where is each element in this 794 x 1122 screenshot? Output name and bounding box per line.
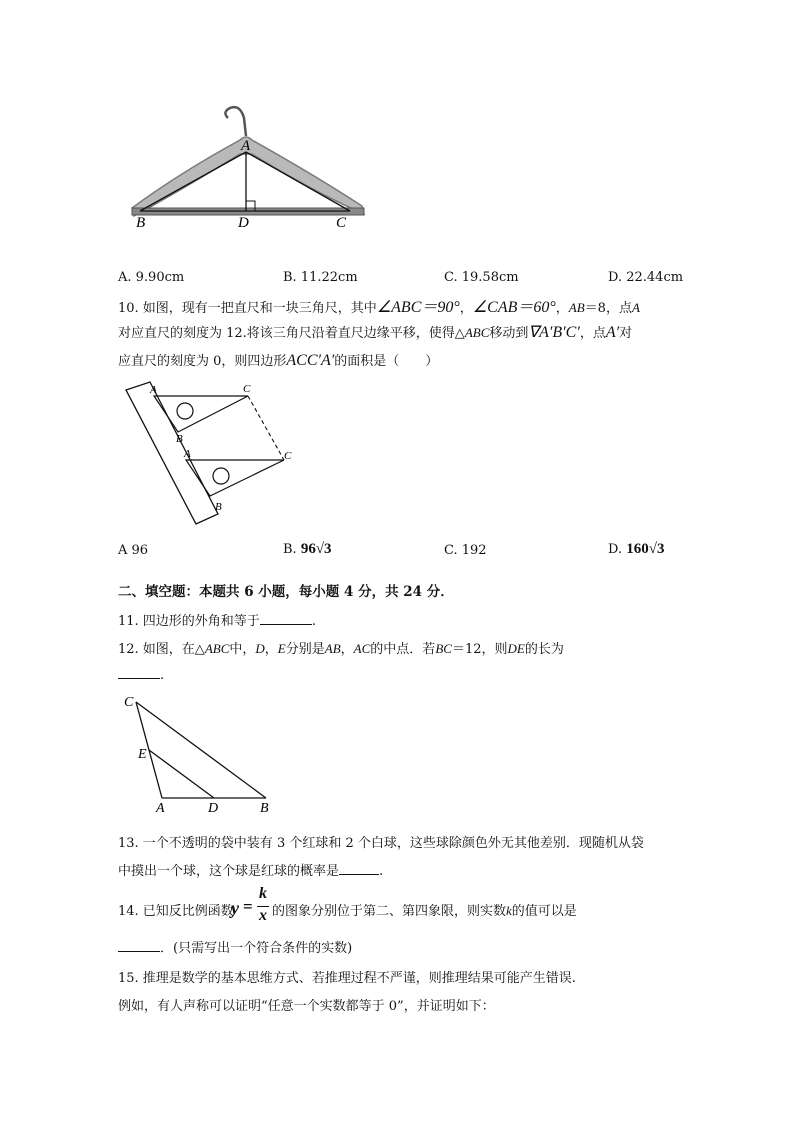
label-B-prime: B — [176, 433, 183, 445]
hanger-hook — [225, 107, 246, 136]
line-AC — [246, 152, 350, 211]
label-A-prime: A — [150, 384, 157, 396]
segment-DE — [149, 750, 214, 798]
angle-abc: ∠ABC＝90° — [376, 299, 460, 316]
q13-line2: 中摸出一个球，这个球是红球的概率是 . — [118, 864, 384, 879]
label-C: C — [284, 450, 292, 462]
section-heading: 二、填空题：本题共 6 小题，每小题 4 分，共 24 分． — [118, 584, 454, 600]
label-B: B — [260, 801, 269, 816]
ruler — [126, 382, 218, 524]
q14-line1-prefix: 14. 已知反比例函数 — [118, 904, 234, 919]
q10-option-b: B. 96√3 — [283, 541, 332, 557]
label-B: B — [136, 215, 146, 231]
line-AB — [140, 152, 246, 211]
q12-line1: 12. 如图，在△ABC中，D，E分别是AB，AC的中点．若BC＝12，则DE的长为 — [118, 641, 564, 657]
label-B: B — [215, 501, 222, 513]
triangle-hole-bottom — [213, 468, 229, 484]
label-A: A — [241, 138, 251, 154]
q11-blank[interactable] — [260, 612, 312, 625]
q10-line1: 10. 如图，现有一把直尺和一块三角尺，其中∠ABC＝90°，∠CAB＝60°，AB＝8，点A — [118, 299, 640, 316]
triangle-de-figure — [118, 690, 288, 818]
dashed-cc-prime — [248, 396, 284, 460]
q9-option-a: A. 9.90cm — [118, 270, 185, 285]
label-C: C — [336, 215, 347, 231]
label-A: A — [184, 448, 191, 460]
q11: 11. 四边形的外角和等于 . — [118, 614, 316, 629]
q12-blank[interactable] — [118, 666, 160, 679]
q10-line3: 应直尺的刻度为 0，则四边形ACC′A′的面积是（ ） — [118, 352, 439, 369]
q13-blank[interactable] — [339, 862, 379, 875]
q15-line1: 15. 推理是数学的基本思维方式、若推理过程不严谨，则推理结果可能产生错误. — [118, 971, 576, 986]
side-CB — [136, 702, 266, 798]
label-A: A — [156, 801, 165, 816]
q14-equation: y = k x — [231, 885, 267, 924]
angle-cab: ∠CAB＝60° — [472, 299, 556, 316]
q10-option-c: C. 192 — [444, 543, 487, 558]
label-D: D — [238, 215, 249, 231]
label-D: D — [208, 801, 219, 816]
q12-line2: . — [118, 666, 164, 683]
q14-blank[interactable] — [118, 939, 160, 952]
q15-line2: 例如，有人声称可以证明“任意一个实数都等于 0”，并证明如下： — [118, 999, 495, 1014]
q14-line1-suffix: 的图象分别位于第二、第四象限，则实数k的值可以是 — [272, 903, 577, 919]
q9-option-b: B. 11.22cm — [283, 270, 358, 285]
q10-line2: 对应直尺的刻度为 12.将该三角尺沿着直尺边缘平移，使得△ABC移动到∇A′B′C′，点A′对 — [118, 324, 633, 341]
q13-line1: 13. 一个不透明的袋中装有 3 个红球和 2 个白球，这些球除颜色外无其他差别．现随机从袋 — [118, 836, 644, 851]
q10-option-d: D. 160√3 — [608, 541, 665, 557]
triangle-hole-top — [177, 403, 193, 419]
label-C: C — [124, 695, 134, 710]
hanger-figure — [118, 96, 373, 236]
label-C-prime: C — [243, 383, 251, 395]
label-E: E — [138, 747, 147, 762]
ruler-triangle-figure — [118, 378, 308, 530]
q9-option-c: C. 19.58cm — [444, 270, 519, 285]
q10-option-a: A 96 — [118, 543, 149, 558]
q14-line2: ．(只需写出一个符合条件的实数) — [118, 937, 352, 956]
q9-option-d: D. 22.44cm — [608, 270, 684, 285]
